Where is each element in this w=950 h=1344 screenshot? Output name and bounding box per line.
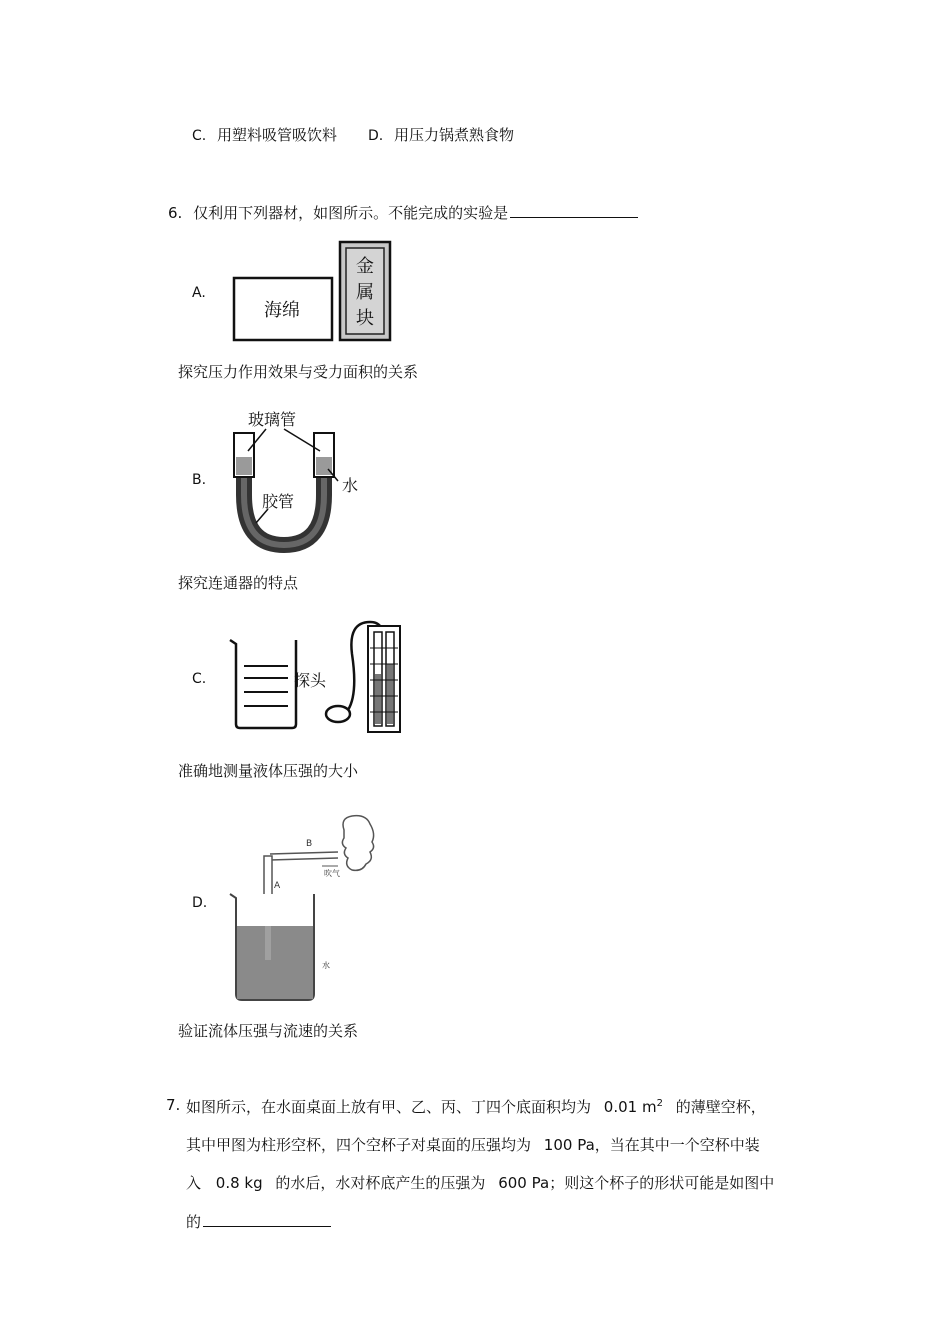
option-d-letter: D. xyxy=(192,895,208,911)
q7-pressure-value: 100 Pa xyxy=(543,1136,595,1154)
figure-sponge-metal-block xyxy=(228,238,400,346)
metal-label-1: 金 xyxy=(356,256,374,277)
question-7-line-3 xyxy=(186,1172,774,1193)
glass-tube-label: 玻璃管 xyxy=(247,410,297,429)
q7-text: 的 xyxy=(186,1213,202,1231)
sponge-label: 海绵 xyxy=(264,300,300,321)
question-7-line-2 xyxy=(186,1134,760,1155)
option-d-caption: 验证流体压强与流速的关系 xyxy=(178,1022,359,1040)
q5-option-d xyxy=(368,124,514,145)
q7-text: 的水后，水对杯底产生的压强为 xyxy=(275,1174,486,1192)
label-b: B xyxy=(306,839,313,849)
label-a: A xyxy=(274,881,281,891)
option-c-letter: C. xyxy=(192,671,207,687)
blow-label: 吹气 xyxy=(324,869,340,878)
option-a-caption: 探究压力作用效果与受力面积的关系 xyxy=(178,363,419,381)
option-c-caption: 准确地测量液体压强的大小 xyxy=(178,762,359,780)
q7-water-pressure-value: 600 Pa xyxy=(498,1174,550,1192)
figure-liquid-pressure-gauge xyxy=(222,614,408,740)
figure-flow-pressure xyxy=(226,810,396,1006)
q7-area-exponent: 2 xyxy=(656,1098,663,1109)
q7-text: 的薄壁空杯， xyxy=(675,1098,766,1116)
option-b-caption: 探究连通器的特点 xyxy=(178,574,299,592)
answer-blank xyxy=(203,1210,331,1227)
question-text: 仅利用下列器材，如图所示。不能完成的实验是 xyxy=(193,204,509,222)
q7-text: 其中甲图为柱形空杯，四个空杯子对桌面的压强均为 xyxy=(186,1136,532,1154)
question-7-line-1 xyxy=(186,1096,766,1117)
q7-text: 入 xyxy=(186,1174,202,1192)
rubber-tube-label: 胶管 xyxy=(261,492,295,511)
figure-connected-vessel xyxy=(222,405,358,553)
q7-area-value: 0.01 m xyxy=(603,1098,657,1116)
q7-text: 如图所示，在水面桌面上放有甲、乙、丙、丁四个底面积均为 xyxy=(186,1098,592,1116)
option-text: 用塑料吸管吸饮料 xyxy=(217,126,338,144)
metal-label-2: 属 xyxy=(356,282,374,303)
option-text: 用压力锅煮熟食物 xyxy=(394,126,515,144)
question-number: 6. xyxy=(168,204,183,222)
question-6-stem xyxy=(168,201,638,223)
water-label: 水 xyxy=(322,961,330,970)
probe-label: 探头 xyxy=(294,671,327,690)
question-7-line-4 xyxy=(186,1210,331,1232)
water-label: 水 xyxy=(342,476,358,495)
q7-text: ，当在其中一个空杯中装 xyxy=(594,1136,760,1154)
option-a-letter: A. xyxy=(192,285,206,301)
option-b-letter: B. xyxy=(192,472,207,488)
option-letter: C. xyxy=(192,128,207,144)
q7-text: ；则这个杯子的形状可能是如图中 xyxy=(549,1174,775,1192)
option-letter: D. xyxy=(368,128,384,144)
answer-blank xyxy=(510,201,638,218)
q7-mass-value: 0.8 kg xyxy=(215,1174,263,1192)
q5-option-c xyxy=(192,124,337,145)
metal-label-3: 块 xyxy=(356,308,374,329)
question-7-number: 7. xyxy=(166,1096,181,1114)
